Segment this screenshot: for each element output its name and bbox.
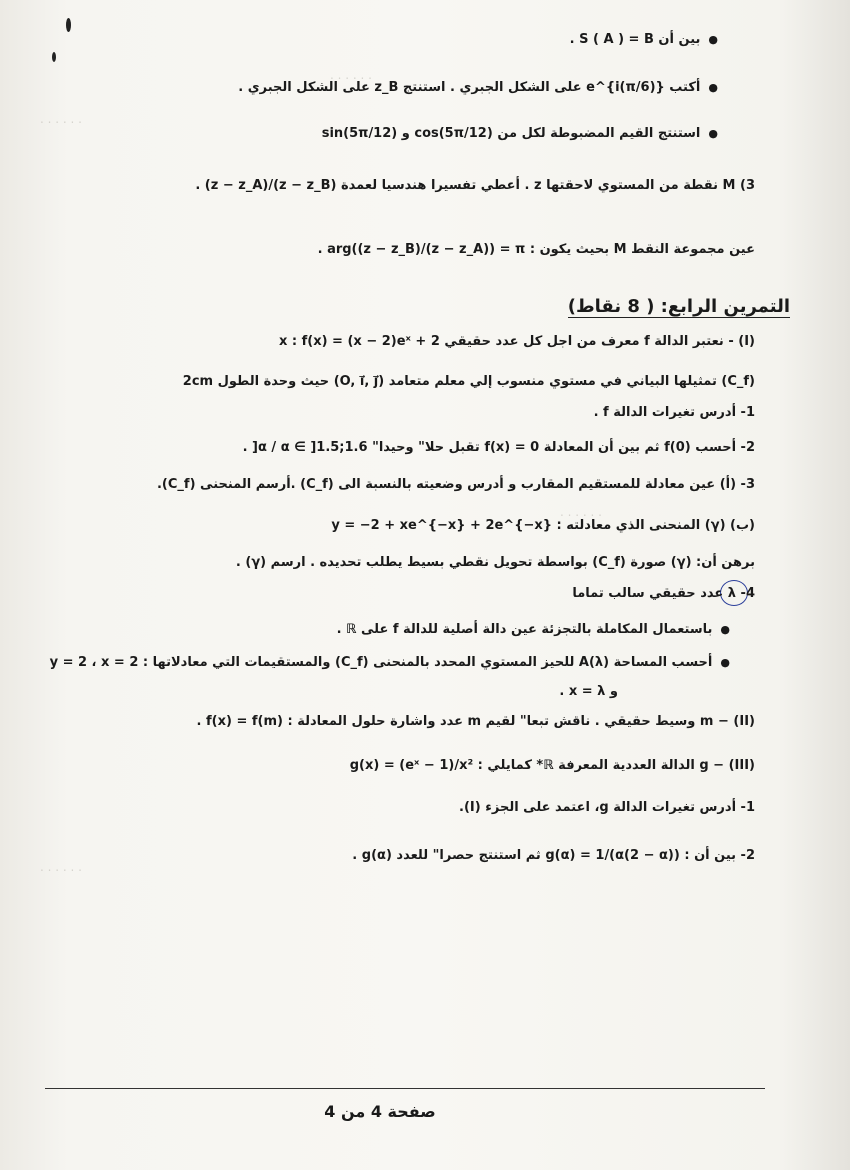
line-11: (ب) (γ) المنحنى الذي معادلته : y = −2 + xe^{−x} + 2e^{−x}: [331, 518, 755, 533]
line-6: (I) - نعتبر الدالة f معرف من اجل كل عدد حقيقي x : f(x) = (x − 2)eˣ + 2: [278, 334, 755, 349]
bleed-through-text: . . . . . .: [330, 68, 372, 82]
bleed-through-text: . . . . . .: [40, 860, 82, 874]
bleed-through-text: . . . . . .: [560, 505, 602, 519]
line-3: ●استنتج القيم المضبوطة لكل من cos(5π/12) و sin(5π/12): [321, 126, 718, 141]
line-2: ●أكتب e^{i(π/6)} على الشكل الجبري . استنتج z_B على الشكل الجبري .: [238, 80, 718, 95]
bullet-icon: ●: [720, 623, 730, 636]
line-8: 1- أدرس تغيرات الدالة f .: [593, 405, 755, 420]
line-9: 2- أحسب f(0) ثم بين أن المعادلة f(x) = 0 تقبل حلا" وحيدا" α / α ∈ ]1.5;1.6[ .: [242, 440, 755, 455]
line-14: ●باستعمال المكاملة بالتجزئة عين دالة أصلية للدالة f على ℝ .: [336, 622, 730, 637]
line-20: 2- بين أن : g(α) = 1/(α(2 − α)) ثم استنتج حصرا" للعدد g(α) .: [352, 848, 755, 863]
bullet-icon: ●: [708, 81, 718, 94]
bleed-through-text: . . . . . .: [40, 112, 82, 126]
footer-divider: [45, 1088, 765, 1089]
bullet-icon: ●: [708, 127, 718, 140]
line-16: و x = λ .: [559, 684, 618, 699]
line-17: (II) − m وسيط حقيقي . ناقش تبعا" لقيم m عدد واشارة حلول المعادلة : f(x) = f(m) .: [196, 714, 755, 729]
line-7: (C_f) تمثيلها البياني في مستوي منسوب إلي معلم متعامد (O, i⃗, j⃗) حيث وحدة الطول 2cm: [182, 374, 755, 389]
line-15: ●أحسب المساحة A(λ) للحيز المستوي المحدد بالمنحنى (C_f) والمستقيمات التي معادلاتها : y = 2 ، x = 2: [49, 655, 730, 670]
page-footer: صفحة 4 من 4: [324, 1102, 436, 1121]
line-4: 3) M نقطة من المستوي لاحقتها z . أعطي تفسيرا هندسيا لعمدة (z − z_B)/(z − z_A) .: [195, 178, 755, 193]
bullet-icon: ●: [708, 33, 718, 46]
line-5: عين مجموعة النقط M بحيث يكون : arg((z − z_B)/(z − z_A)) = π .: [317, 242, 755, 257]
line-10: 3- (أ) عين معادلة للمستقيم المقارب و أدرس وضعيته بالنسبة الى (C_f) .أرسم المنحنى (C_f).: [156, 477, 755, 492]
line-12: برهن أن: (γ) صورة (C_f) بواسطة تحويل نقطي بسيط يطلب تحديده . ارسم (γ) .: [235, 555, 755, 570]
scan-speck: [52, 52, 56, 62]
line-18: (III) − g الدالة العددية المعرفة ℝ* كمايلي : g(x) = (eˣ − 1)/x²: [349, 758, 755, 773]
line-13: 4- λ عدد حقيقي سالب تماما: [572, 586, 755, 601]
line-1: ●بين أن S ( A ) = B .: [569, 32, 718, 47]
bullet-icon: ●: [720, 656, 730, 669]
scan-speck: [66, 18, 71, 32]
line-19: 1- أدرس تغيرات الدالة g، اعتمد على الجزء (I).: [459, 800, 755, 815]
exercise-title: التمرين الرابع: ( 8 نقاط): [567, 296, 790, 317]
